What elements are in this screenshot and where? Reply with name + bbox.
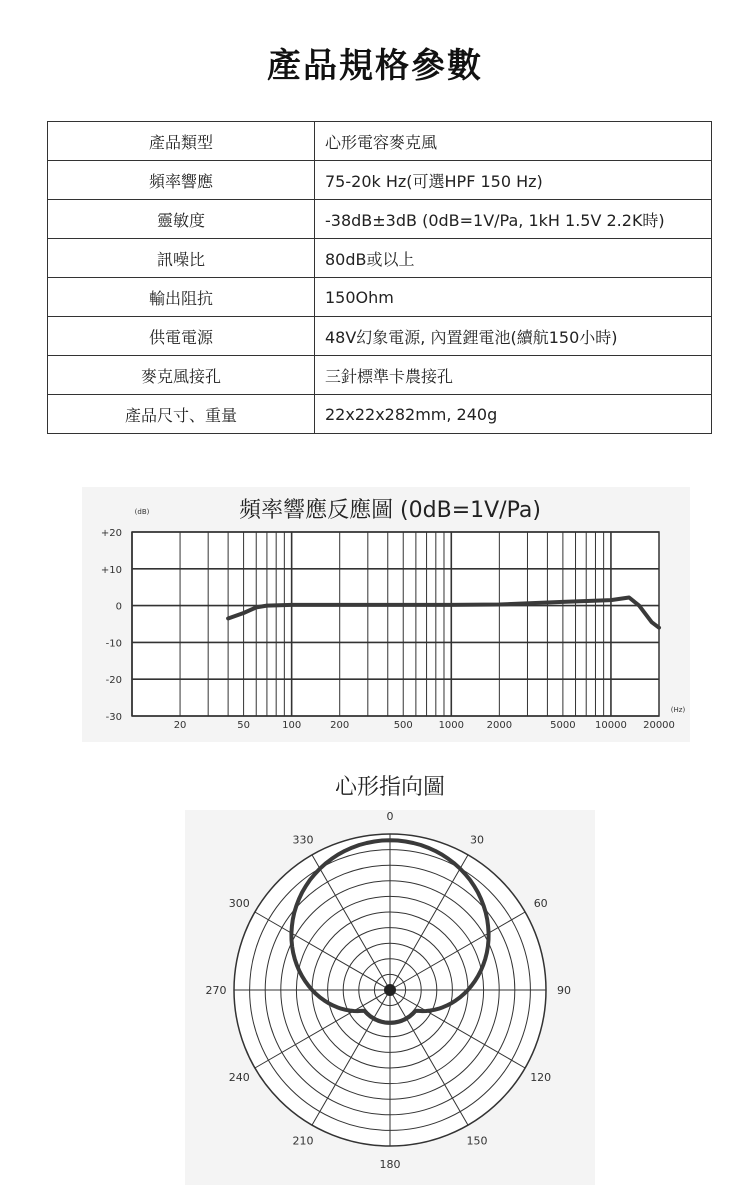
- angle-label: 300: [228, 897, 250, 910]
- spec-key: 產品尺寸、重量: [48, 395, 315, 434]
- spec-key: 供電電源: [48, 317, 315, 356]
- angle-label: 330: [292, 833, 314, 847]
- y-tick-label: -10: [105, 638, 122, 650]
- x-tick-label: 2000: [486, 720, 513, 731]
- x-tick-label: 100: [282, 720, 302, 731]
- page-title: 產品規格參數: [267, 46, 483, 86]
- angle-label: 30: [470, 833, 484, 847]
- x-tick-label: 10000: [595, 720, 627, 731]
- spec-key: 麥克風接孔: [48, 356, 315, 395]
- angle-label: 90: [557, 984, 571, 997]
- polar-center-dot: [384, 984, 396, 996]
- angle-label: 180: [379, 1158, 401, 1171]
- x-tick-label: 50: [237, 720, 250, 731]
- x-tick-label: 1000: [438, 720, 465, 731]
- spec-key: 輸出阻抗: [48, 278, 315, 317]
- y-tick-label: -30: [105, 712, 122, 723]
- x-unit-label: (Hz): [670, 706, 686, 714]
- spec-key: 訊噪比: [48, 239, 315, 278]
- angle-label: 120: [530, 1071, 552, 1084]
- spec-value: -38dB±3dB (0dB=1V/Pa, 1kH 1.5V 2.2K時): [315, 200, 712, 239]
- angle-label: 270: [205, 984, 227, 997]
- spec-value: 48V幻象電源, 內置鋰電池(續航150小時): [315, 317, 712, 356]
- polar-chart-title: 心形指向圖: [334, 775, 445, 800]
- y-unit-label: (dB): [134, 508, 150, 516]
- angle-label: 210: [292, 1134, 314, 1148]
- x-tick-label: 20: [173, 720, 187, 731]
- x-tick-label: 500: [393, 720, 413, 731]
- angle-label: 150: [466, 1134, 488, 1148]
- spec-value: 22x22x282mm, 240g: [315, 395, 712, 434]
- spec-key: 產品類型: [48, 122, 315, 161]
- frequency-chart-title: 頻率響應反應圖 (0dB=1V/Pa): [239, 498, 541, 523]
- y-tick-label: -20: [105, 675, 122, 687]
- x-tick-label: 5000: [550, 720, 576, 731]
- x-tick-label: 200: [330, 720, 350, 731]
- spec-value: 心形電容麥克風: [315, 122, 712, 161]
- spec-value: 150Ohm: [315, 278, 712, 317]
- angle-label: 0: [386, 810, 394, 823]
- spec-key: 靈敏度: [48, 200, 315, 239]
- spec-value: 三針標準卡農接孔: [315, 356, 712, 395]
- spec-value: 80dB或以上: [315, 239, 712, 278]
- angle-label: 60: [533, 897, 548, 910]
- angle-label: 240: [228, 1071, 250, 1084]
- y-tick-label: +10: [100, 564, 122, 576]
- y-tick-label: 0: [115, 601, 122, 613]
- spec-value: 75-20k Hz(可選HPF 150 Hz): [315, 161, 712, 200]
- x-tick-label: 20000: [643, 720, 675, 731]
- spec-key: 頻率響應: [48, 161, 315, 200]
- y-tick-label: +20: [100, 528, 122, 539]
